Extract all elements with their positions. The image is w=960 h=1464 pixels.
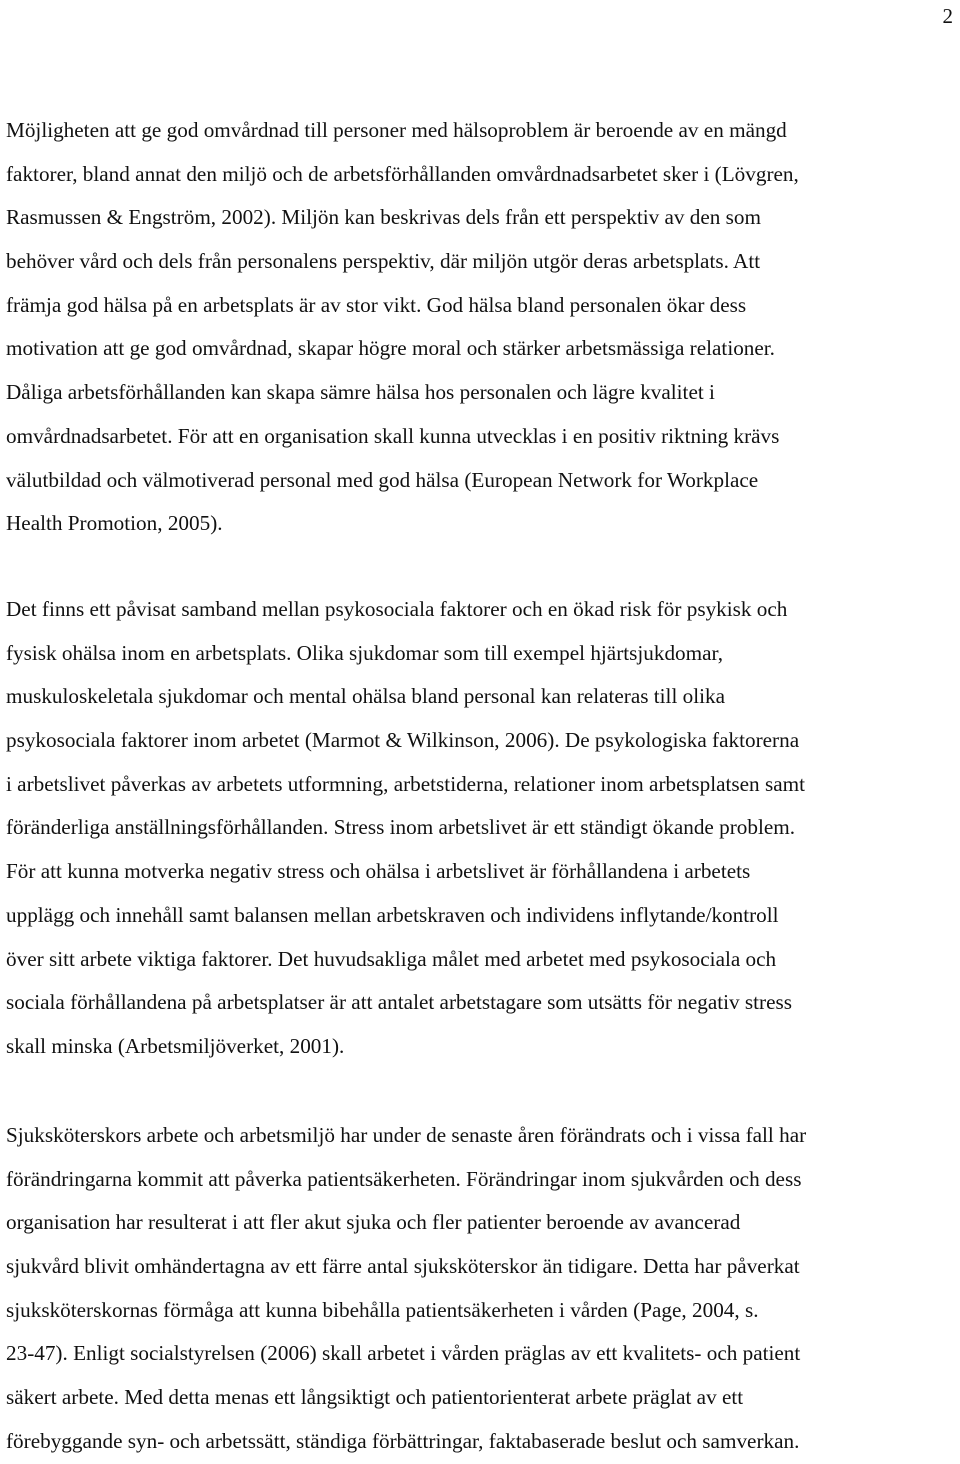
text-line: över sitt arbete viktiga faktorer. Det huvudsakliga målet med arbetet med psykosociala och	[6, 946, 777, 971]
text-line: omvårdnadsarbetet. För att en organisation skall kunna utvecklas i en positiv riktning krävs	[6, 423, 780, 448]
text-line: Dåliga arbetsförhållanden kan skapa sämre hälsa hos personalen och lägre kvalitet i	[6, 380, 715, 405]
paragraph-1	[6, 109, 960, 546]
text-line: För att kunna motverka negativ stress och ohälsa i arbetslivet är förhållandena i arbetets	[6, 859, 751, 884]
paragraph-3	[6, 1114, 960, 1464]
text-line: Rasmussen & Engström, 2002). Miljön kan beskrivas dels från ett perspektiv av den som	[6, 205, 761, 230]
text-line: skall minska (Arbetsmiljöverket, 2001).	[6, 1033, 345, 1058]
text-line: sjukvård blivit omhändertagna av ett färre antal sjuksköterskor än tidigare. Detta har påverkat	[6, 1254, 800, 1279]
text-line: förändringarna kommit att påverka patientsäkerheten. Förändringar inom sjukvården och dess	[6, 1166, 802, 1191]
text-line: psykosociala faktorer inom arbetet (Marmot & Wilkinson, 2006). De psykologiska faktorerna	[6, 728, 800, 753]
text-line: fysisk ohälsa inom en arbetsplats. Olika sjukdomar som till exempel hjärtsjukdomar,	[6, 640, 724, 665]
text-line: i arbetslivet påverkas av arbetets utformning, arbetstiderna, relationer inom arbetsplatsen samt	[6, 771, 805, 796]
text-line: sjuksköterskornas förmåga att kunna bibehålla patientsäkerheten i vården (Page, 2004, s.	[6, 1297, 759, 1322]
paragraph-2	[6, 588, 960, 1069]
text-line: Möjligheten att ge god omvårdnad till personer med hälsoproblem är beroende av en mängd	[6, 118, 787, 142]
text-line: föränderliga anställningsförhållanden. Stress inom arbetslivet är ett ständigt ökande problem.	[6, 815, 796, 840]
text-line: Health Promotion, 2005).	[6, 511, 223, 536]
text-line: motivation att ge god omvårdnad, skapar högre moral och stärker arbetsmässiga relationer.	[6, 336, 775, 361]
text-line: Det finns ett påvisat samband mellan psykosociala faktorer och en ökad risk för psykisk och	[6, 597, 788, 621]
text-line: säkert arbete. Med detta menas ett långsiktigt och patientorienterat arbete präglat av ett	[6, 1385, 744, 1410]
text-line: främja god hälsa på en arbetsplats är av stor vikt. God hälsa bland personalen ökar dess	[6, 292, 747, 317]
page-number: 2	[942, 4, 953, 28]
text-line: organisation har resulterat i att fler akut sjuka och fler patienter beroende av avancerad	[6, 1210, 741, 1235]
text-line: behöver vård och dels från personalens perspektiv, där miljön utgör deras arbetsplats. Att	[6, 249, 761, 274]
text-line: 23-47). Enligt socialstyrelsen (2006) skall arbetet i vården präglas av ett kvalitets- och patient	[6, 1341, 801, 1366]
text-line: sociala förhållandena på arbetsplatser är att antalet arbetstagare som utsätts för negativ stress	[6, 990, 792, 1015]
text-line: upplägg och innehåll samt balansen mellan arbetskraven och individens inflytande/kontroll	[6, 902, 779, 927]
text-line: faktorer, bland annat den miljö och de arbetsförhållanden omvårdnadsarbetet sker i (Lövgren,	[6, 161, 799, 186]
text-line: välutbildad och välmotiverad personal med god hälsa (European Network for Workplace	[6, 467, 759, 492]
text-line: förebyggande syn- och arbetssätt, ständiga förbättringar, faktabaserade beslut och samverkan.	[6, 1428, 800, 1453]
text-line: muskuloskeletala sjukdomar och mental ohälsa bland personal kan relateras till olika	[6, 684, 725, 709]
text-line: Sjuksköterskors arbete och arbetsmiljö har under de senaste åren förändrats och i vissa fall har	[6, 1123, 807, 1147]
